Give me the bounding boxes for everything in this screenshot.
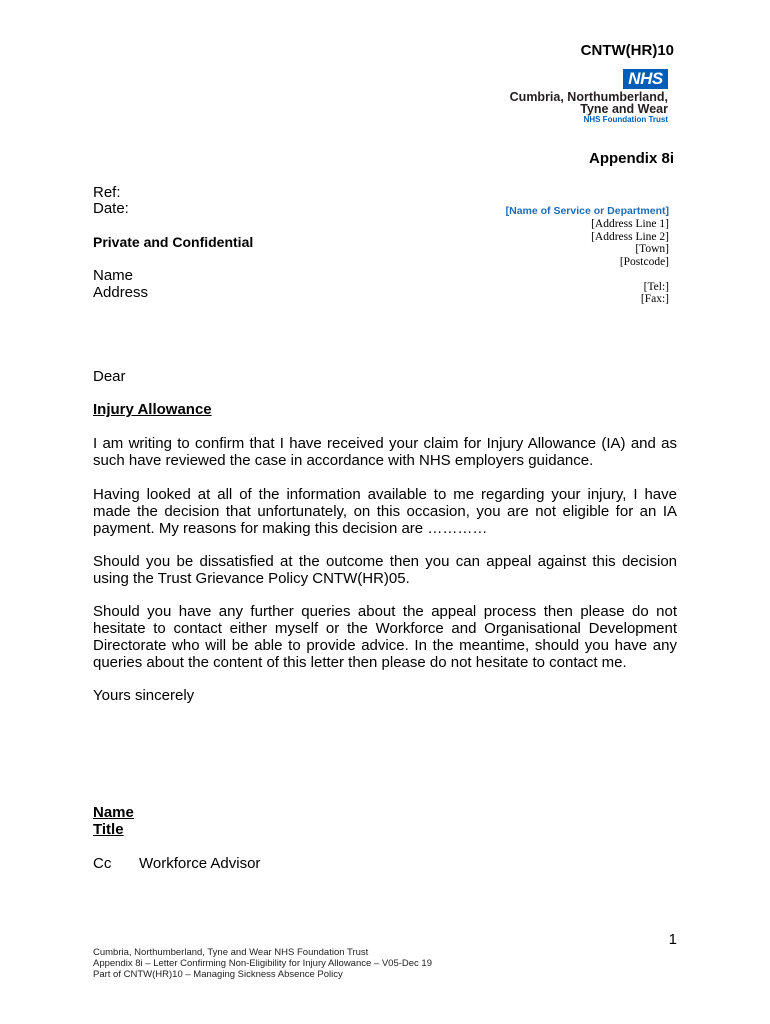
org-name-line2: Tyne and Wear <box>580 102 668 116</box>
cc-recipient: Workforce Advisor <box>139 855 261 872</box>
cc-label: Cc <box>93 855 112 872</box>
paragraph: I am writing to confirm that I have received your claim for Injury Allowance (IA) and as such have reviewed the case in accordance with NHS employers guidance. <box>93 435 677 469</box>
sender-postcode: [Postcode] <box>619 256 669 268</box>
ref-label: Ref: <box>93 184 121 201</box>
sender-address-line1: [Address Line 1] <box>591 218 669 230</box>
footer-line1: Cumbria, Northumberland, Tyne and Wear NHS Foundation Trust <box>93 947 369 958</box>
private-confidential: Private and Confidential <box>93 234 254 250</box>
letter-heading: Injury Allowance <box>93 401 212 418</box>
appendix-title: Appendix 8i <box>588 150 674 167</box>
paragraph: Should you be dissatisfied at the outcome then you can appeal against this decision using the Trust Grievance Policy CNTW(HR)05. <box>93 553 677 587</box>
footer-line3: Part of CNTW(HR)10 – Managing Sickness Absence Policy <box>93 969 343 980</box>
sender-service: [Name of Service or Department] <box>505 205 669 217</box>
sender-tel: [Tel:] <box>643 281 669 293</box>
page-number: 1 <box>668 931 677 948</box>
org-name-line1: Cumbria, Northumberland, <box>509 90 668 104</box>
salutation: Dear <box>93 368 126 385</box>
document-code: CNTW(HR)10 <box>580 42 674 59</box>
date-label: Date: <box>93 200 129 217</box>
paragraph: Should you have any further queries about the appeal process then please do not hesitate to contact either myself or the Workforce and Organisational Development Directorate who will be able to provide advice. In the meantime, should you have any queries about the content of this letter then please do not hesitate to contact me. <box>93 603 677 671</box>
sender-town: [Town] <box>635 243 669 255</box>
footer-line2: Appendix 8i – Letter Confirming Non-Eligibility for Injury Allowance – V05-Dec 19 <box>93 958 433 969</box>
sender-address-line2: [Address Line 2] <box>591 231 669 243</box>
closing: Yours sincerely <box>93 687 195 704</box>
signatory-title: Title <box>93 821 124 838</box>
org-name-line3: NHS Foundation Trust <box>583 115 668 124</box>
nhs-logo: NHS <box>623 69 668 89</box>
recipient-address: Address <box>93 284 149 301</box>
recipient-name: Name <box>93 267 134 284</box>
paragraph: Having looked at all of the information available to me regarding your injury, I have made the decision that unfortunately, on this occasion, you are not eligible for an IA payment. My reasons for making this decision are ………… <box>93 486 677 537</box>
signatory-name: Name <box>93 804 134 821</box>
sender-fax: [Fax:] <box>640 293 669 305</box>
